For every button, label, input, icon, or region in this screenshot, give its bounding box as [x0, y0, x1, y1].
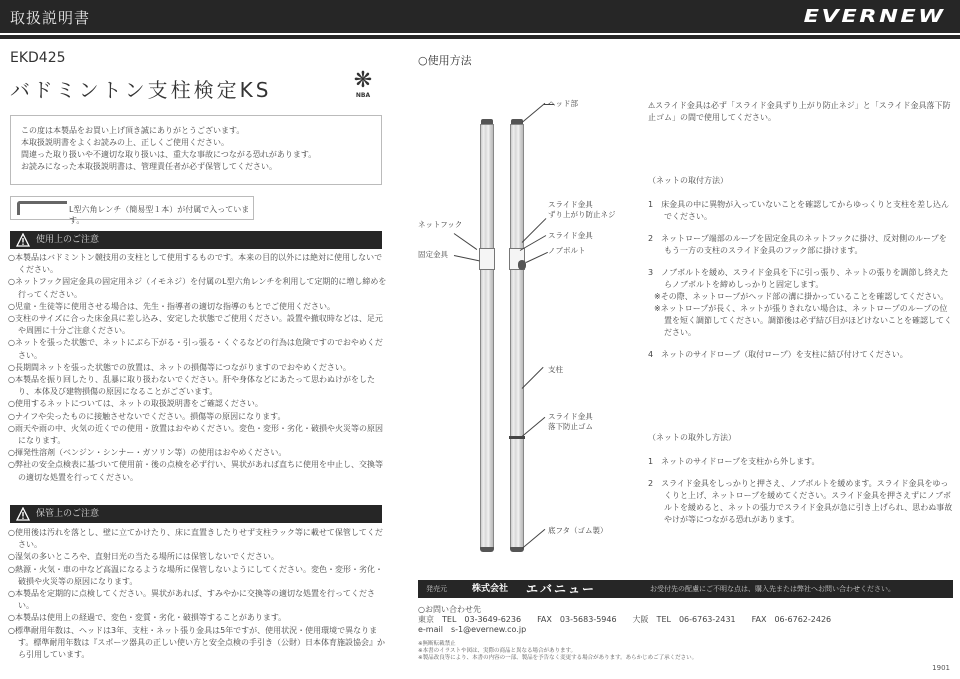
company-prefix: 株式会社	[472, 584, 509, 594]
fine-print-line: ※製品改良等により、本書の内容の一部、製品を予告なく変更する場合があります。あらかじめご了承ください。	[418, 655, 698, 661]
intro-line: この度は本製品をお買い上げ頂き誠にありがとうございます。	[21, 126, 245, 135]
attach-step: 2 ネットロープ端部のループを固定金具のネットフックに掛け、反対側のループをもう一方の支柱のスライド金具のフック部に掛けます。	[648, 234, 947, 255]
caution-item: ○長期間ネットを張った状態での放置は、ネットの損傷等につながりますのでおやめください。	[8, 362, 351, 372]
attach-step: 4 ネットのサイドロープ（取付ロープ）を支柱に結び付けてください。	[648, 350, 908, 359]
caution-item: ○使用後は汚れを落とし、壁に立てかけたり、床に直置きしたりせず支柱ラック等に載せて保管してください。	[8, 528, 383, 550]
usage-cautions-title: 使用上のご注意	[36, 235, 100, 245]
leader-line	[522, 103, 546, 123]
intro-line: 間違った取り扱いや不適切な取り扱いは、重大な事故につながる恐れがあります。	[21, 150, 317, 159]
seller-label: 発売元	[426, 585, 447, 593]
model-number: EKD425	[10, 50, 66, 66]
header-divider-thick	[0, 35, 960, 39]
contact-info	[418, 605, 831, 635]
fixed-fitting	[479, 248, 495, 270]
nba-badge	[350, 70, 376, 99]
caution-item: ○本製品はバドミントン競技用の支柱として使用するものです。本来の目的以外には絶対に使用しないでください。	[8, 253, 383, 275]
leader-line	[522, 417, 546, 437]
usage-method-title: ○使用方法	[418, 54, 472, 67]
storage-cautions-title: 保管上のご注意	[36, 509, 100, 519]
slide-fitting-warning: ⚠スライド金具は必ず「スライド金具ずり上がり防止ネジ」と「スライド金具落下防止ゴム」の間で使用してください。	[648, 101, 951, 122]
leader-line	[526, 252, 548, 263]
caution-item: ○湿気の多いところや、直射日光の当たる場所には保管しないでください。	[8, 552, 279, 562]
caution-item: ○ネットを張った状態で、ネットにぶら下がる・引っ張る・くぐるなどの行為は危険ですのでおやめください。	[8, 338, 383, 360]
label-net-hook: ネットフック	[418, 220, 463, 229]
label-line: スライド金具	[548, 412, 593, 421]
header-bar	[0, 0, 960, 33]
caution-item: ○標準耐用年数は、ヘッドは3年、支柱・ネット張り金具は5年ですが、使用状況・使用環境で異なります。標準耐用年数は『スポーツ器具の正しい使い方と安全点検の手引き（公財）日本体育施設協会』から引用しています。	[8, 625, 386, 660]
nba-badge-label: NBA	[355, 92, 371, 99]
caution-item: ○本製品は使用上の経過で、変色・変質・劣化・破損等することがあります。	[8, 613, 287, 623]
detach-instructions	[648, 432, 953, 536]
usage-cautions-header	[10, 231, 382, 249]
attach-step: 1 床金具の中に異物が入っていないことを確認してからゆっくりと支柱を差し込んでください。	[648, 200, 950, 221]
intro-line: 本取扱説明書をよくお読みの上、正しくご使用ください。	[21, 138, 229, 147]
document-type-title: 取扱説明書	[10, 9, 91, 27]
caution-item: ○ネットフック固定金具の固定用ネジ（イモネジ）を付属のL型六角レンチを利用して定期的に増し締めを行ってください。	[8, 277, 387, 299]
right-pole	[510, 124, 524, 548]
caution-item: ○雨天や雨の中、火気の近くでの使用・放置はおやめください。変色・変形・劣化・破損や火災等の原因になります。	[8, 423, 383, 446]
fine-print-line: ※本書のイラストや図は、実際の商品と異なる場合があります。	[418, 648, 577, 654]
attach-title: （ネットの取付方法）	[648, 176, 728, 185]
leader-line	[454, 255, 480, 261]
caution-item: ○児童・生徒等に使用させる場合は、先生・指導者の適切な指導のもとでご使用ください。	[8, 301, 335, 311]
detach-step: 1 ネットのサイドロープを支柱から外します。	[648, 457, 820, 466]
contact-phone: 東京 TEL 03-3649-6236 FAX 03-5683-5946 大阪 TEL 06-6763-2431 FAX 06-6762-2426	[418, 615, 832, 624]
pole-diagram	[410, 90, 650, 560]
label-pole: 支柱	[548, 365, 563, 374]
leader-line	[522, 529, 546, 549]
leader-line	[454, 233, 478, 250]
detach-title: （ネットの取外し方法）	[648, 433, 736, 442]
label-knob-bolt: ノブボルト	[548, 246, 586, 255]
caution-item: ○本製品を振り回したり、乱暴に取り扱わないでください。肝や身体などにあたって思わぬけがをしたり、本体及び建物損傷の原因になることがございます。	[8, 375, 375, 397]
detach-step: 2 スライド金具をしっかりと押さえ、ノブボルトを緩めます。スライド金具をゆっくりと上げ、ネットロープを緩めてください。スライド金具を押さえずにノブボルトを緩めると、ネットの張力でスライド金具が急に引き上げられ、思わぬ事故やけが等につながる恐れがあります。	[648, 479, 953, 524]
wrench-notice	[10, 196, 254, 225]
label-fixed-fitting: 固定金具	[418, 250, 448, 259]
label-slide-fitting: スライド金具	[548, 231, 593, 240]
caution-item: ○支柱のサイズに合った床金具に差し込み、安定した状態でご使用ください。設置や撤収時などは、足元や周囲に十分ご注意ください。	[8, 314, 383, 336]
caution-item: ○ナイフや尖ったものに接触させないでください。損傷等の原因になります。	[8, 411, 286, 421]
brand-logo: EVERNEW	[803, 6, 946, 27]
label-slide-rubber	[548, 412, 593, 432]
label-slide-screw	[548, 200, 616, 220]
seller-bar	[418, 580, 953, 598]
nba-star-icon: ❋	[353, 68, 373, 93]
caution-item: ○揮発性溶剤（ベンジン・シンナー・ガソリン等）の使用はおやめください。	[8, 448, 287, 458]
document-code: 1901	[932, 664, 950, 672]
caution-item: ○弊社の安全点検表に基づいて使用前・後の点検を必ず行い、異状があれば直ちに使用を中止し、交換等の適切な処置を行ってください。	[8, 460, 383, 482]
attach-step: 3 ノブボルトを緩め、スライド金具を下に引っ張り、ネットの張りを調節し終えたらノブボルトを締めしっかりと固定します。	[648, 268, 949, 289]
usage-cautions-list	[8, 252, 388, 484]
product-name: バドミントン支柱検定KS	[10, 78, 272, 102]
attach-instructions	[648, 175, 953, 371]
contact-title: ○お問い合わせ先	[418, 605, 481, 614]
fine-print	[418, 641, 697, 662]
label-line: 落下防止ゴム	[548, 422, 593, 431]
warning-icon	[16, 507, 30, 521]
label-bottom-cap: 底フタ（ゴム製）	[548, 526, 608, 535]
label-line: ずり上がり防止ネジ	[548, 210, 616, 219]
caution-item: ○使用するネットについては、ネットの取扱説明書をご確認ください。	[8, 399, 263, 409]
caution-item: ○熱源・火気・車の中など高温になるような場所に保管しないようにしてください。変色・変形・劣化・破損や火災等の原因になります。	[8, 564, 383, 586]
wrench-note-text: L型六角レンチ（簡易型１本）が付属で入っています。	[69, 205, 250, 225]
leader-line	[522, 218, 547, 243]
label-head: ヘッド部	[548, 99, 578, 108]
fine-print-line: ※無断転載禁止	[418, 641, 456, 647]
warning-icon	[16, 233, 30, 247]
intro-notice	[10, 115, 382, 185]
storage-cautions-list	[8, 527, 388, 661]
label-line: スライド金具	[548, 200, 593, 209]
inquiry-note: お受付先の配慮にご不明な点は、購入先または弊社へお問い合わせください。	[650, 585, 895, 593]
attach-note: ※ネットロープが長く、ネットが張りきれない場合は、ネットロープのループの位置を短く調節してください。調節後は必ず結び目がほどけないことを確認してください。	[654, 304, 952, 337]
attach-note: ※その際、ネットロープがヘッド部の溝に掛かっていることを確認してください。	[654, 292, 949, 301]
company-name: エバニュー	[526, 582, 597, 596]
left-pole-cap	[480, 547, 494, 552]
contact-email[interactable]: e-mail s-1@evernew.co.jp	[418, 625, 527, 634]
caution-item: ○本製品を定期的に点検してください。異状があれば、すみやかに交換等の適切な処置を行ってください。	[8, 589, 375, 611]
intro-line: お読みになった本取扱説明書は、管理責任者が必ず保管してください。	[21, 162, 277, 171]
leader-line	[522, 367, 544, 389]
left-pole	[480, 124, 494, 548]
hex-wrench-icon	[17, 201, 67, 215]
storage-cautions-header	[10, 505, 382, 523]
